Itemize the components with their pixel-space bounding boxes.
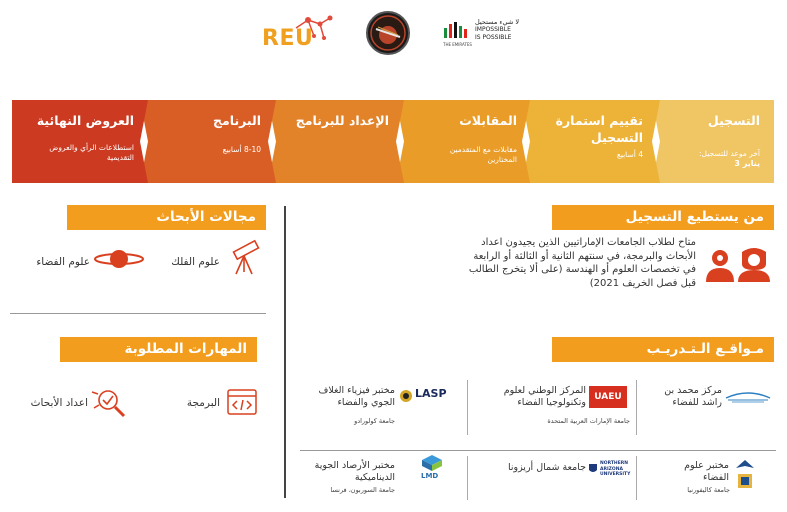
site-ssl-sub: جامعة كاليفورنيا bbox=[687, 486, 730, 494]
eligibility-line: في تخصصات العلوم أو الهندسة (على ألا يتخرج الطالب bbox=[468, 264, 696, 275]
mission-patch-logo bbox=[366, 11, 410, 55]
uae-emirates-label: THE EMIRATES bbox=[443, 42, 472, 47]
research-space: علوم الفضاء bbox=[36, 256, 90, 268]
lasp-emblem-icon bbox=[399, 389, 413, 403]
research-magnifier-icon bbox=[90, 384, 130, 420]
uae-slogan-en2: IS POSSIBLE bbox=[475, 34, 512, 41]
people-icon bbox=[702, 240, 774, 284]
step-title: الإعداد للبرنامج bbox=[295, 113, 389, 128]
site-nau: جامعة شمال أريزونا bbox=[507, 462, 586, 473]
skill-programming: البرمجة bbox=[186, 397, 220, 409]
site-ssl: مختبر علوم الفضاء bbox=[684, 460, 729, 483]
step-date: يناير 3 bbox=[734, 159, 760, 168]
step-title: المقابلات bbox=[459, 113, 517, 128]
nau-shield-icon bbox=[588, 463, 598, 475]
lasp-logo bbox=[399, 387, 457, 405]
research-header: مجالات الأبحاث bbox=[67, 205, 266, 230]
sites-vdivider bbox=[636, 456, 637, 500]
mbrsc-logo bbox=[724, 388, 772, 404]
step-final-presentations bbox=[16, 100, 144, 183]
sites-header: مـواقـع الـتـدريـب bbox=[552, 337, 774, 362]
lmd-cube-icon bbox=[421, 454, 443, 472]
sites-vdivider bbox=[467, 456, 468, 500]
step-desc: 4 أسابيع bbox=[616, 150, 643, 159]
reu-logo bbox=[262, 14, 334, 54]
sites-divider bbox=[300, 450, 776, 451]
nau-wordmark-3: UNIVERSITY bbox=[600, 472, 631, 477]
eligibility-line: متاح لطلاب الجامعات الإماراتيين الذين يجيدون اعداد bbox=[481, 237, 696, 248]
step-title: تقييم استمارة التسجيل bbox=[555, 113, 643, 145]
uaeu-logo: UAEU bbox=[589, 386, 627, 408]
nau-wordmark-2: ARIZONA bbox=[600, 466, 623, 472]
lmd-wordmark: LMD bbox=[421, 472, 439, 480]
ssl-logo bbox=[734, 458, 756, 492]
code-window-icon bbox=[226, 388, 258, 416]
eligibility-line: الأبحاث والبرمجة، في سنتهم الثانية أو الثالثة أو الرابعة bbox=[473, 250, 696, 262]
step-desc: مقابلات مع المتقدمين المختارين bbox=[449, 145, 517, 164]
sites-vdivider bbox=[467, 380, 468, 435]
step-desc: 8-10 أسابيع bbox=[222, 145, 261, 154]
step-title: التسجيل bbox=[707, 113, 760, 128]
sites-vdivider bbox=[636, 380, 637, 435]
telescope-icon bbox=[226, 236, 268, 278]
lmd-logo bbox=[418, 454, 446, 484]
skill-research: اعداد الأبحاث bbox=[30, 397, 88, 409]
skills-header: المهارات المطلوبة bbox=[60, 337, 257, 362]
nau-wordmark-1: NORTHERN bbox=[600, 461, 628, 466]
site-nsstc-sub: جامعة الإمارات العربية المتحدة bbox=[547, 417, 630, 425]
step-registration bbox=[655, 100, 770, 183]
step-desc: آخر موعد للتسجيل: bbox=[699, 149, 760, 158]
uae-slogan bbox=[475, 18, 519, 42]
saturn-icon bbox=[92, 244, 146, 274]
site-nsstc: المركز الوطني لعلوم وتكنولوجيا الفضاء bbox=[503, 385, 586, 408]
uae-impossible-logo bbox=[443, 16, 523, 52]
research-astronomy: علوم الفلك bbox=[171, 256, 220, 268]
lasp-wordmark: LASP bbox=[415, 387, 447, 400]
site-lasp: مختبر فيزياء الغلاف الجوي والفضاء bbox=[318, 385, 395, 408]
center-divider bbox=[284, 206, 286, 498]
reu-wordmark: REU bbox=[262, 26, 314, 51]
nau-logo bbox=[588, 460, 634, 478]
uae-bars-icon bbox=[443, 20, 471, 40]
site-mbrsc: مركز محمد بن راشد للفضاء bbox=[664, 385, 722, 408]
step-desc: استطلاعات الرأي والعروض التقديمية bbox=[49, 143, 134, 162]
step-evaluation bbox=[528, 100, 653, 183]
step-preparation bbox=[274, 100, 399, 183]
left-divider bbox=[10, 313, 266, 314]
site-lmd: مختبر الأرصاد الجوية الديناميكية bbox=[314, 460, 395, 483]
eligibility-text bbox=[396, 236, 696, 290]
step-interviews bbox=[402, 100, 527, 183]
step-title: العروض النهائية bbox=[36, 113, 134, 128]
eligibility-header: من يستطيع التسجيل bbox=[552, 205, 774, 230]
eligibility-line: قبل فصل الخريف 2021) bbox=[589, 277, 696, 289]
site-lmd-sub: جامعة السوربون، فرنسا bbox=[330, 486, 395, 494]
uae-slogan-en1: IMPOSSIBLE bbox=[475, 26, 511, 33]
step-program bbox=[146, 100, 271, 183]
uae-slogan-ar: لا شيء مستحيل bbox=[475, 18, 520, 26]
step-title: البرنامج bbox=[213, 113, 261, 128]
site-lasp-sub: جامعة كولورادو bbox=[354, 417, 395, 425]
